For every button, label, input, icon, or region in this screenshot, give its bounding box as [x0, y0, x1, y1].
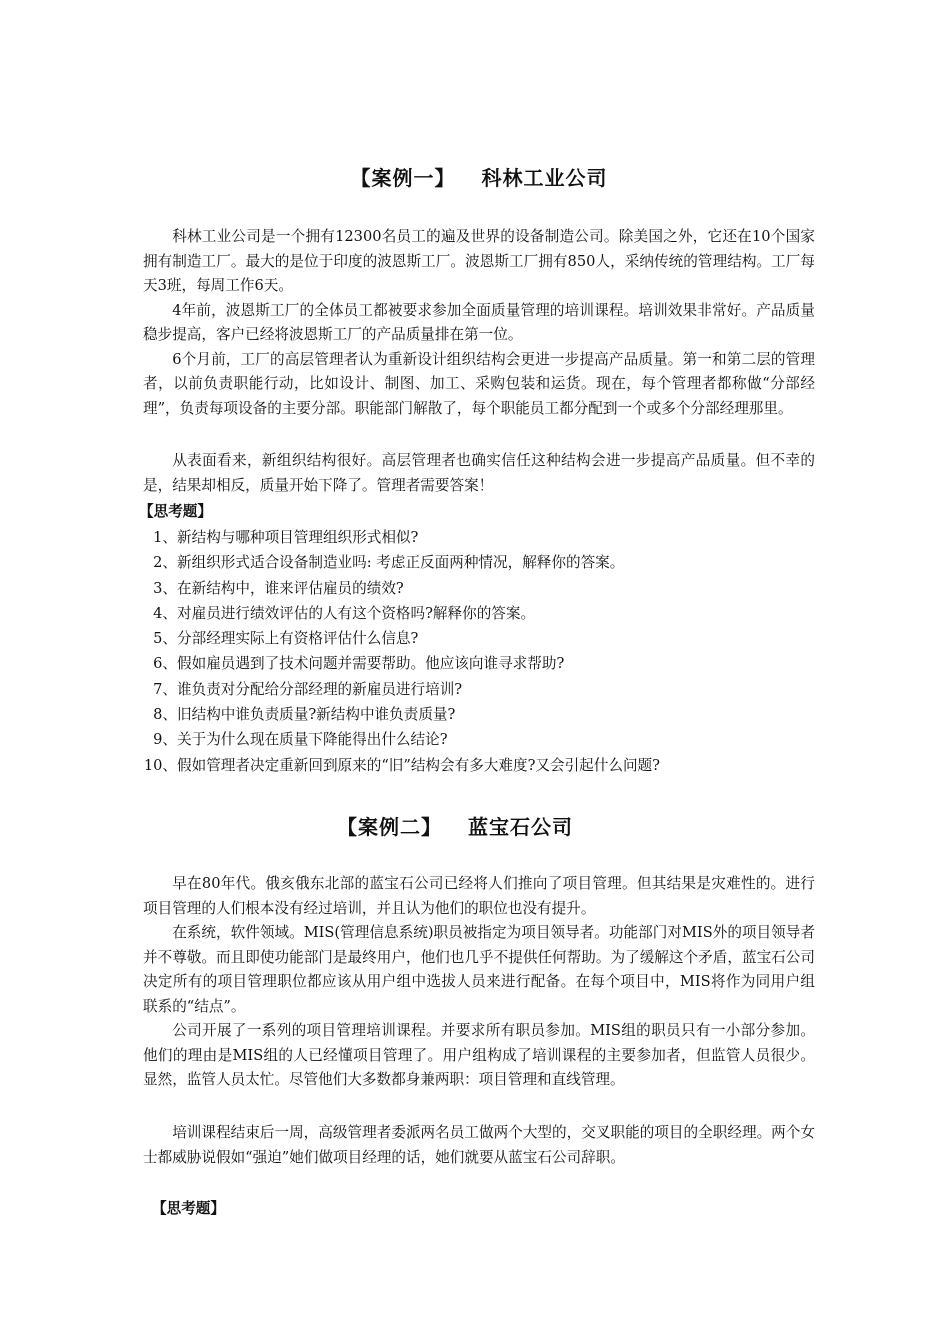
- case1-paragraph-1: 科林工业公司是一个拥有12300名员工的遍及世界的设备制造公司。除美国之外，它还在10个国家拥有制造工厂。最大的是位于印度的波恩斯工厂。波恩斯工厂拥有850人，采纳传统的管理结构。工厂每天3班，每周工作6天。: [143, 228, 815, 294]
- case2-paragraph-3: 公司开展了一系列的项目管理培训课程。并要求所有职员参加。MIS组的职员只有一小部分参加。他们的理由是MIS组的人已经懂项目管理了。用户组构成了培训课程的主要参加者，但监管人员很少。显然，监管人员太忙。尽管他们大多数都身兼两职：项目管理和直线管理。: [143, 1022, 815, 1088]
- question-text: 假如雇员遇到了技术问题并需要帮助。他应该向谁寻求帮助?: [177, 655, 565, 673]
- question-text: 旧结构中谁负责质量?新结构中谁负责质量?: [177, 706, 456, 724]
- question-text: 对雇员进行绩效评估的人有这个资格吗?解释你的答案。: [177, 604, 536, 622]
- question-number: 8、: [153, 706, 177, 724]
- case1-questions-title: 【思考题】: [139, 503, 212, 520]
- question-text: 新组织形式适合设备制造业吗: 考虑正反面两种情况，解释你的答案。: [177, 554, 625, 572]
- question-number: 4、: [153, 604, 177, 622]
- case1-label: 【案例一】: [350, 166, 456, 190]
- case2-paragraph-2: 在系统，软件领域。MIS(管理信息系统)职员被指定为项目领导者。功能部门对MIS外的项目领导者并不尊敬。而且即使功能部门是最终用户，他们也几乎不提供任何帮助。为了缓解这个矛盾，蓝宝石公司决定所有的项目管理职位都应该从用户组中选拔人员来进行配备。在每个项目中，MIS将作为同用户组联系的“结点”。: [143, 924, 815, 1015]
- case1-title: [143, 162, 815, 191]
- question-number: 10、: [143, 756, 177, 774]
- question-text: 谁负责对分配给分部经理的新雇员进行培训?: [177, 680, 463, 698]
- question-number: 9、: [153, 731, 177, 749]
- question-text: 关于为什么现在质量下降能得出什么结论?: [177, 731, 448, 749]
- case1-questions-list: [143, 525, 815, 778]
- question-number: 2、: [153, 554, 177, 572]
- question-item: [143, 727, 815, 752]
- question-item: [143, 550, 815, 575]
- case2-questions-title: 【思考题】: [152, 1200, 225, 1217]
- question-item: [143, 753, 815, 778]
- question-number: 5、: [153, 630, 177, 648]
- question-item: [143, 702, 815, 727]
- question-number: 1、: [153, 529, 177, 546]
- question-item: [143, 677, 815, 702]
- question-item: [143, 626, 815, 651]
- question-item: [143, 651, 815, 676]
- question-item: [143, 576, 815, 601]
- question-item: [143, 601, 815, 626]
- case2-label: 【案例二】: [337, 815, 442, 839]
- case2-paragraph-4: 培训课程结束后一周，高级管理者委派两名员工做两个大型的，交叉职能的项目的全职经理。两个女士都威胁说假如“强迫”她们做项目经理的话，她们就要从蓝宝石公司辞职。: [143, 1124, 815, 1166]
- question-text: 假如管理者决定重新回到原来的“旧”结构会有多大难度?又会引起什么问题?: [177, 756, 660, 774]
- case2-paragraph-1: 早在80年代。俄亥俄东北部的蓝宝石公司已经将人们推向了项目管理。但其结果是灾难性的。进行项目管理的人们根本没有经过培训，并且认为他们的职位也没有提升。: [143, 875, 815, 917]
- question-number: 3、: [153, 579, 177, 597]
- case1-company: 科林工业公司: [481, 166, 608, 190]
- case1-paragraph-4: 从表面看来，新组织结构很好。高层管理者也确实信任这种结构会进一步提高产品质量。但不幸的是，结果却相反，质量开始下降了。管理者需要答案！: [143, 452, 815, 494]
- case1-paragraph-2: 4年前，波恩斯工厂的全体员工都被要求参加全面质量管理的培训课程。培训效果非常好。产品质量稳步提高，客户已经将波恩斯工厂的产品质量排在第一位。: [143, 301, 815, 343]
- question-item: [143, 525, 815, 550]
- question-number: 7、: [153, 680, 177, 698]
- case2-company: 蓝宝石公司: [468, 815, 573, 839]
- case1-paragraph-3: 6个月前，工厂的高层管理者认为重新设计组织结构会更进一步提高产品质量。第一和第二层的管理者，以前负责职能行动，比如设计、制图、加工、采购包装和运货。现在，每个管理者都称做“分部经理”，负责每项设备的主要分部。职能部门解散了，每个职能员工都分配到一个或多个分部经理那里。: [143, 350, 815, 417]
- question-number: 6、: [153, 655, 177, 673]
- question-text: 在新结构中，谁来评估雇员的绩效?: [177, 579, 404, 597]
- question-text: 新结构与哪种项目管理组织形式相似?: [177, 529, 419, 546]
- case2-title: [119, 811, 791, 840]
- question-text: 分部经理实际上有资格评估什么信息?: [177, 630, 419, 648]
